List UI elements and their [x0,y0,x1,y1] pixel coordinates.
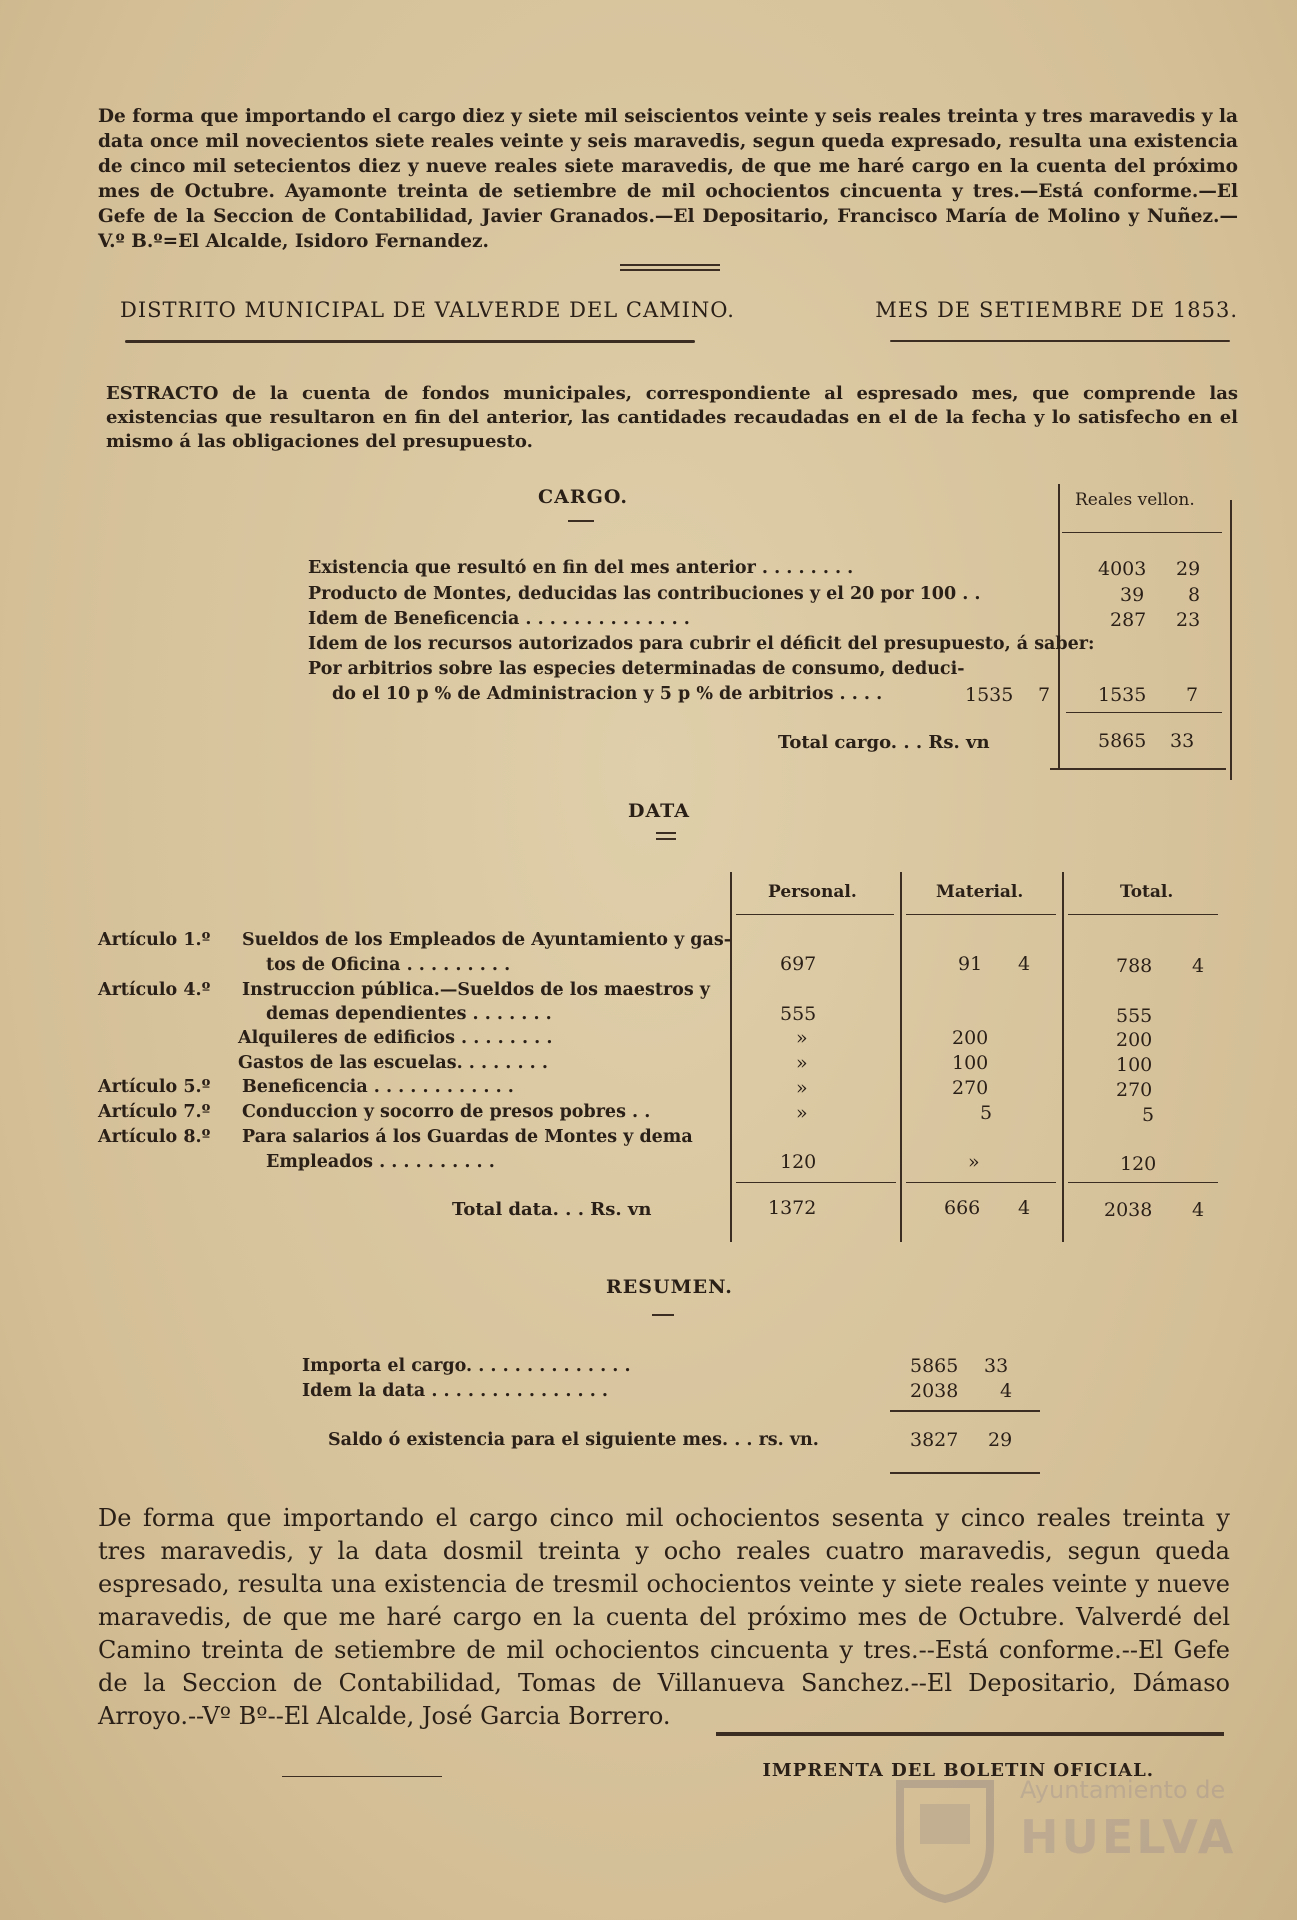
gastos-escuelas-line: Gastos de las escuelas. . . . . . . . [238,1053,548,1073]
cargo-recursos-line1: Idem de los recursos autorizados para cubrir el déficit del presupuesto, á saber: [308,634,1095,654]
district-heading [120,298,1238,322]
gastos-escuelas-personal: » [796,1052,808,1074]
intro-paragraph: De forma que importando el cargo diez y siete mil seiscientos veinte y seis reales treinta y tres maravedis y la data once mil novecientos siete reales veinte y seis maravedis, segun queda expresado, resulta una existencia de cinco mil setecientos diez y nueve reales siete maravedis, de que me haré cargo en la cuenta del próximo mes de Octubre. Ayamonte treinta de setiembre de mil ochocientos cincuenta y tres.—Está conforme.—El Gefe de la Seccion de Contabilidad, Javier Granados.—El Depositario, Francisco María de Molino y Nuñez.—V.º B.º=El Alcalde, Isidoro Fernandez. [98,106,1238,252]
article-4-label: Artículo 4.º [98,980,211,1000]
data-subtotal-rule-2 [906,1182,1056,1183]
article-1-personal: 697 [780,953,817,975]
data-vline-2 [900,872,902,1242]
section-divider [620,264,720,271]
article-7-material: 5 [980,1102,993,1124]
data-title: DATA [628,800,691,822]
data-header-rule-3 [1068,914,1218,915]
cargo-beneficencia-reales: 287 [1110,609,1147,631]
heading-underline-left [125,340,695,343]
archive-watermark [890,1768,1237,1908]
cargo-col-header: Reales vellon. [1075,490,1195,510]
cargo-existencia-mrs: 29 [1176,558,1201,580]
article-8-personal: 120 [780,1151,817,1173]
closing-paragraph: De forma que importando el cargo cinco mil ochocientos sesenta y cinco reales treinta y tres maravedis, y la data dosmil treinta y ocho reales cuatro maravedis, segun queda espresado, resulta una existencia de tresmil ochocientos veinte y siete reales veinte y nueve maravedis, de que me haré cargo en la cuenta del próximo mes de Octubre. Valverdé del Camino treinta de setiembre de mil ochocientos cincuenta y tres.--Está conforme.--El Gefe de la Seccion de Contabilidad, Tomas de Villanueva Sanchez.--El Depositario, Dámaso Arroyo.--Vº Bº--El Alcalde, José Garcia Borrero. [98,1504,1230,1730]
resumen-cargo-mrs: 33 [984,1355,1009,1377]
alquileres-line: Alquileres de edificios . . . . . . . . [238,1028,553,1048]
cargo-total-label: Total cargo. . . Rs. vn [778,732,990,753]
resumen-title: RESUMEN. [606,1276,733,1298]
resumen-data-label: Idem la data . . . . . . . . . . . . . . . [302,1381,609,1401]
article-1-line2: tos de Oficina . . . . . . . . . [266,955,511,975]
data-title-rule1 [656,832,676,834]
article-4-total: 555 [1116,1005,1153,1027]
article-7-personal: » [796,1102,808,1124]
article-8-material: » [968,1151,980,1173]
cargo-montes-mrs: 8 [1188,584,1201,606]
resumen-title-dash [652,1314,674,1316]
cargo-row-beneficencia: Idem de Beneficencia . . . . . . . . . . . . . . [308,609,690,629]
data-header-rule-2 [906,914,1056,915]
article-1-total-mrs: 4 [1192,955,1205,977]
resumen-saldo-label: Saldo ó existencia para el siguiente mes. . . rs. vn. [328,1430,819,1450]
article-4-personal: 555 [780,1003,817,1025]
data-title-rule2 [656,838,676,840]
data-header-rule-1 [736,914,894,915]
resumen-saldo-rule [890,1472,1040,1474]
cargo-total-mrs: 33 [1170,730,1195,752]
data-col-personal: Personal. [768,882,857,902]
article-1-total: 788 [1116,955,1153,977]
cargo-recursos-sub-mrs: 7 [1038,684,1051,706]
article-5-total: 270 [1116,1079,1153,1101]
article-5-material: 270 [952,1077,989,1099]
footer-short-rule [282,1776,442,1777]
cargo-beneficencia-mrs: 23 [1176,609,1201,631]
cargo-row-montes: Producto de Montes, deducidas las contribuciones y el 20 por 100 . . [308,584,981,604]
cargo-recursos-sub-reales: 1535 [965,684,1014,706]
cargo-recursos-reales: 1535 [1098,684,1147,706]
article-5-label: Artículo 5.º [98,1077,211,1097]
cargo-vline-right [1230,500,1232,780]
data-total-personal: 1372 [768,1197,817,1219]
article-8-label: Artículo 8.º [98,1127,211,1147]
cargo-recursos-line2: Por arbitrios sobre las especies determinadas de consumo, deduci- [308,659,965,679]
data-col-total: Total. [1120,882,1174,902]
watermark-line2: HUELVA [1020,1810,1237,1864]
heading-underline-right [890,340,1230,342]
district-title: DISTRITO MUNICIPAL DE VALVERDE DEL CAMINO. [120,298,735,322]
article-4-line2: demas dependientes . . . . . . . [266,1004,552,1024]
article-5-line: Beneficencia . . . . . . . . . . . . [242,1077,514,1097]
article-7-total: 5 [1142,1104,1155,1126]
cargo-title: CARGO. [538,486,628,508]
imprint-footer: IMPRENTA DEL BOLETIN OFICIAL. [762,1760,1154,1781]
cargo-title-dash [568,520,594,522]
cargo-subtotal-rule [1066,712,1222,713]
cargo-montes-reales: 39 [1120,584,1145,606]
watermark-line1: Ayuntamiento de [1020,1776,1226,1804]
article-4-line1: Instruccion pública.—Sueldos de los maestros y [242,980,710,1000]
cargo-total-reales: 5865 [1098,730,1147,752]
footer-rule [716,1732,1224,1736]
article-8-line2: Empleados . . . . . . . . . . [266,1152,495,1172]
resumen-rule [890,1410,1040,1412]
article-8-line1: Para salarios á los Guardas de Montes y dema [242,1127,693,1147]
cargo-row-existencia: Existencia que resultó en fin del mes anterior . . . . . . . . [308,558,854,578]
resumen-saldo-reales: 3827 [910,1429,959,1451]
coat-of-arms-icon [890,1774,1000,1904]
gastos-escuelas-material: 100 [952,1052,989,1074]
resumen-cargo-reales: 5865 [910,1355,959,1377]
data-subtotal-rule-3 [1068,1182,1218,1183]
article-1-material: 91 [958,953,983,975]
resumen-saldo-mrs: 29 [988,1429,1013,1451]
alquileres-material: 200 [952,1027,989,1049]
article-7-label: Artículo 7.º [98,1102,211,1122]
resumen-cargo-label: Importa el cargo. . . . . . . . . . . . . . [302,1356,631,1376]
data-vline-1 [730,872,732,1242]
data-total-material: 666 [944,1197,981,1219]
article-8-total: 120 [1120,1153,1157,1175]
month-title: MES DE SETIEMBRE DE 1853. [875,298,1238,322]
cargo-existencia-reales: 4003 [1098,558,1147,580]
article-1-line1: Sueldos de los Empleados de Ayuntamiento y gas- [242,930,731,950]
cargo-vline-left [1058,484,1060,770]
article-5-personal: » [796,1077,808,1099]
cargo-header-rule [1062,532,1222,533]
article-1-material-mrs: 4 [1018,953,1031,975]
article-7-line: Conduccion y socorro de presos pobres . . [242,1102,651,1122]
data-total-label: Total data. . . Rs. vn [452,1199,652,1220]
data-total-total-mrs: 4 [1192,1199,1205,1221]
extract-paragraph [106,382,1238,454]
extract-lead: ESTRACTO [106,383,219,404]
data-total-material-mrs: 4 [1018,1197,1031,1219]
cargo-recursos-line3: do el 10 p % de Administracion y 5 p % de arbitrios . . . . [332,684,883,704]
extract-text: de la cuenta de fondos municipales, correspondiente al espresado mes, que comprende las existencias que resultaron en fin del anterior, las cantidades recaudadas en el de la fecha y lo satisfecho en el mismo á las obligaciones del presupuesto. [106,383,1238,452]
alquileres-personal: » [796,1027,808,1049]
data-subtotal-rule-1 [736,1182,896,1183]
article-1-label: Artículo 1.º [98,930,211,950]
cargo-recursos-mrs: 7 [1186,684,1199,706]
resumen-data-reales: 2038 [910,1380,959,1402]
cargo-total-rule [1050,768,1226,770]
resumen-data-mrs: 4 [1000,1380,1013,1402]
alquileres-total: 200 [1116,1029,1153,1051]
data-vline-3 [1062,872,1064,1242]
gastos-escuelas-total: 100 [1116,1054,1153,1076]
data-col-material: Material. [936,882,1024,902]
data-total-total: 2038 [1104,1199,1153,1221]
